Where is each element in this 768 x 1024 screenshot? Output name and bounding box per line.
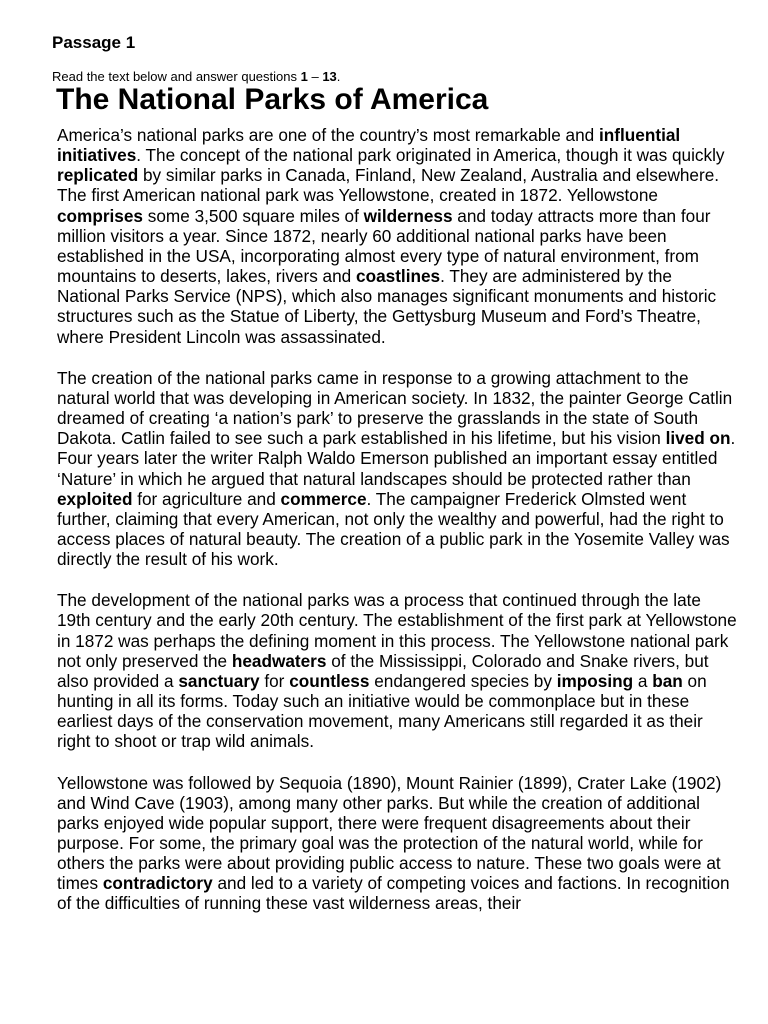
- paragraph-text: for agriculture and: [132, 488, 281, 509]
- question-range-end: 13: [322, 69, 337, 84]
- paragraph-text: . The campaigner Frederick Olmsted went further, claiming that every American, not only the wealthy and powerful, had the right to access places of natural beauty. The creation of a public park in the Yosemite Valley was directly the result of his work.: [57, 488, 730, 570]
- vocabulary-term: contradictory: [102, 873, 213, 894]
- paragraph-text: . They are administered by the National Parks Service (NPS), which also manages significant monuments and historic structures such as the Statue of Liberty, the Gettysburg Museum and Ford’s Theatre, where President Lincoln was assassinated.: [57, 266, 717, 347]
- vocabulary-term: wilderness: [363, 205, 453, 226]
- passage-label: Passage 1: [52, 33, 136, 52]
- paragraph-text: by similar parks in Canada, Finland, New Zealand, Australia and elsewhere. The first American national park was Yellowstone, created in 1872. Yellowstone: [57, 165, 720, 206]
- vocabulary-term: commerce: [280, 488, 367, 509]
- vocabulary-term: coastlines: [356, 266, 441, 287]
- vocabulary-term: replicated: [57, 165, 139, 186]
- vocabulary-term: sanctuary: [178, 670, 260, 691]
- question-range-start: 1: [300, 69, 308, 84]
- instructions-dash: –: [307, 69, 323, 84]
- instructions-suffix: .: [336, 69, 341, 84]
- vocabulary-term: ban: [652, 670, 683, 691]
- vocabulary-term: influential initiatives: [57, 125, 681, 166]
- paragraph-text: and today attracts more than four million visitors a year. Since 1872, nearly 60 additional national parks have been established in the USA, incorporating almost every type of natural environment, from mountains to deserts, lakes, rivers and: [57, 205, 711, 287]
- vocabulary-term: lived on: [665, 428, 731, 449]
- paragraph-text: for: [259, 670, 290, 691]
- paragraph-text: . The concept of the national park originated in America, though it was quickly: [136, 145, 725, 166]
- vocabulary-term: imposing: [556, 670, 634, 691]
- vocabulary-term: countless: [289, 670, 370, 691]
- paragraph-1: [57, 125, 737, 347]
- paragraph-3: [57, 590, 737, 751]
- vocabulary-term: comprises: [57, 205, 143, 226]
- paragraph-text: Yellowstone was followed by Sequoia (1890), Mount Rainier (1899), Crater Lake (1902) and Wind Cave (1903), among many other parks. But while the creation of additional parks enjoyed wide popular support, there were frequent disagreements about their purpose. For some, the primary goal was the protection of the natural world, while for others the parks were about providing public access to nature. These two goals were at times: [57, 772, 722, 894]
- paragraph-4: [57, 773, 737, 914]
- passage-body: [57, 125, 737, 935]
- paragraph-text: on hunting in all its forms. Today such an initiative would be commonplace but in these earliest days of the conservation movement, many Americans still regarded it as their right to shoot or trap wild animals.: [57, 670, 707, 752]
- paragraph-text: a: [633, 670, 653, 691]
- paragraph-text: and led to a variety of competing voices and factions. In recognition of the difficulties of running these vast wilderness areas, their: [57, 873, 730, 914]
- paragraph-2: [57, 368, 737, 570]
- paragraph-text: endangered species by: [369, 670, 557, 691]
- paragraph-text: of the Mississippi, Colorado and Snake rivers, but also provided a: [57, 650, 709, 691]
- paragraph-text: The development of the national parks was a process that continued through the late 19th century and the early 20th century. The establishment of the first park at Yellowstone in 1872 was perhaps the defining moment in this process. The Yellowstone national park not only preserved the: [57, 590, 737, 671]
- vocabulary-term: exploited: [57, 488, 133, 509]
- instructions-prefix: Read the text below and answer questions: [52, 69, 301, 84]
- paragraph-text: America’s national parks are one of the country’s most remarkable and: [57, 125, 600, 145]
- paragraph-text: . Four years later the writer Ralph Waldo Emerson published an important essay entitled ‘Nature’ in which he argued that natural landscapes should be protected rather than: [57, 428, 736, 489]
- paragraph-text: some 3,500 square miles of: [142, 205, 364, 226]
- page-title: The National Parks of America: [56, 83, 489, 116]
- vocabulary-term: headwaters: [231, 650, 327, 671]
- paragraph-text: The creation of the national parks came in response to a growing attachment to the natural world that was developing in American society. In 1832, the painter George Catlin dreamed of creating ‘a nation’s park’ to preserve the grasslands in the state of South Dakota. Catlin failed to see such a park established in his lifetime, but his vision: [57, 367, 733, 449]
